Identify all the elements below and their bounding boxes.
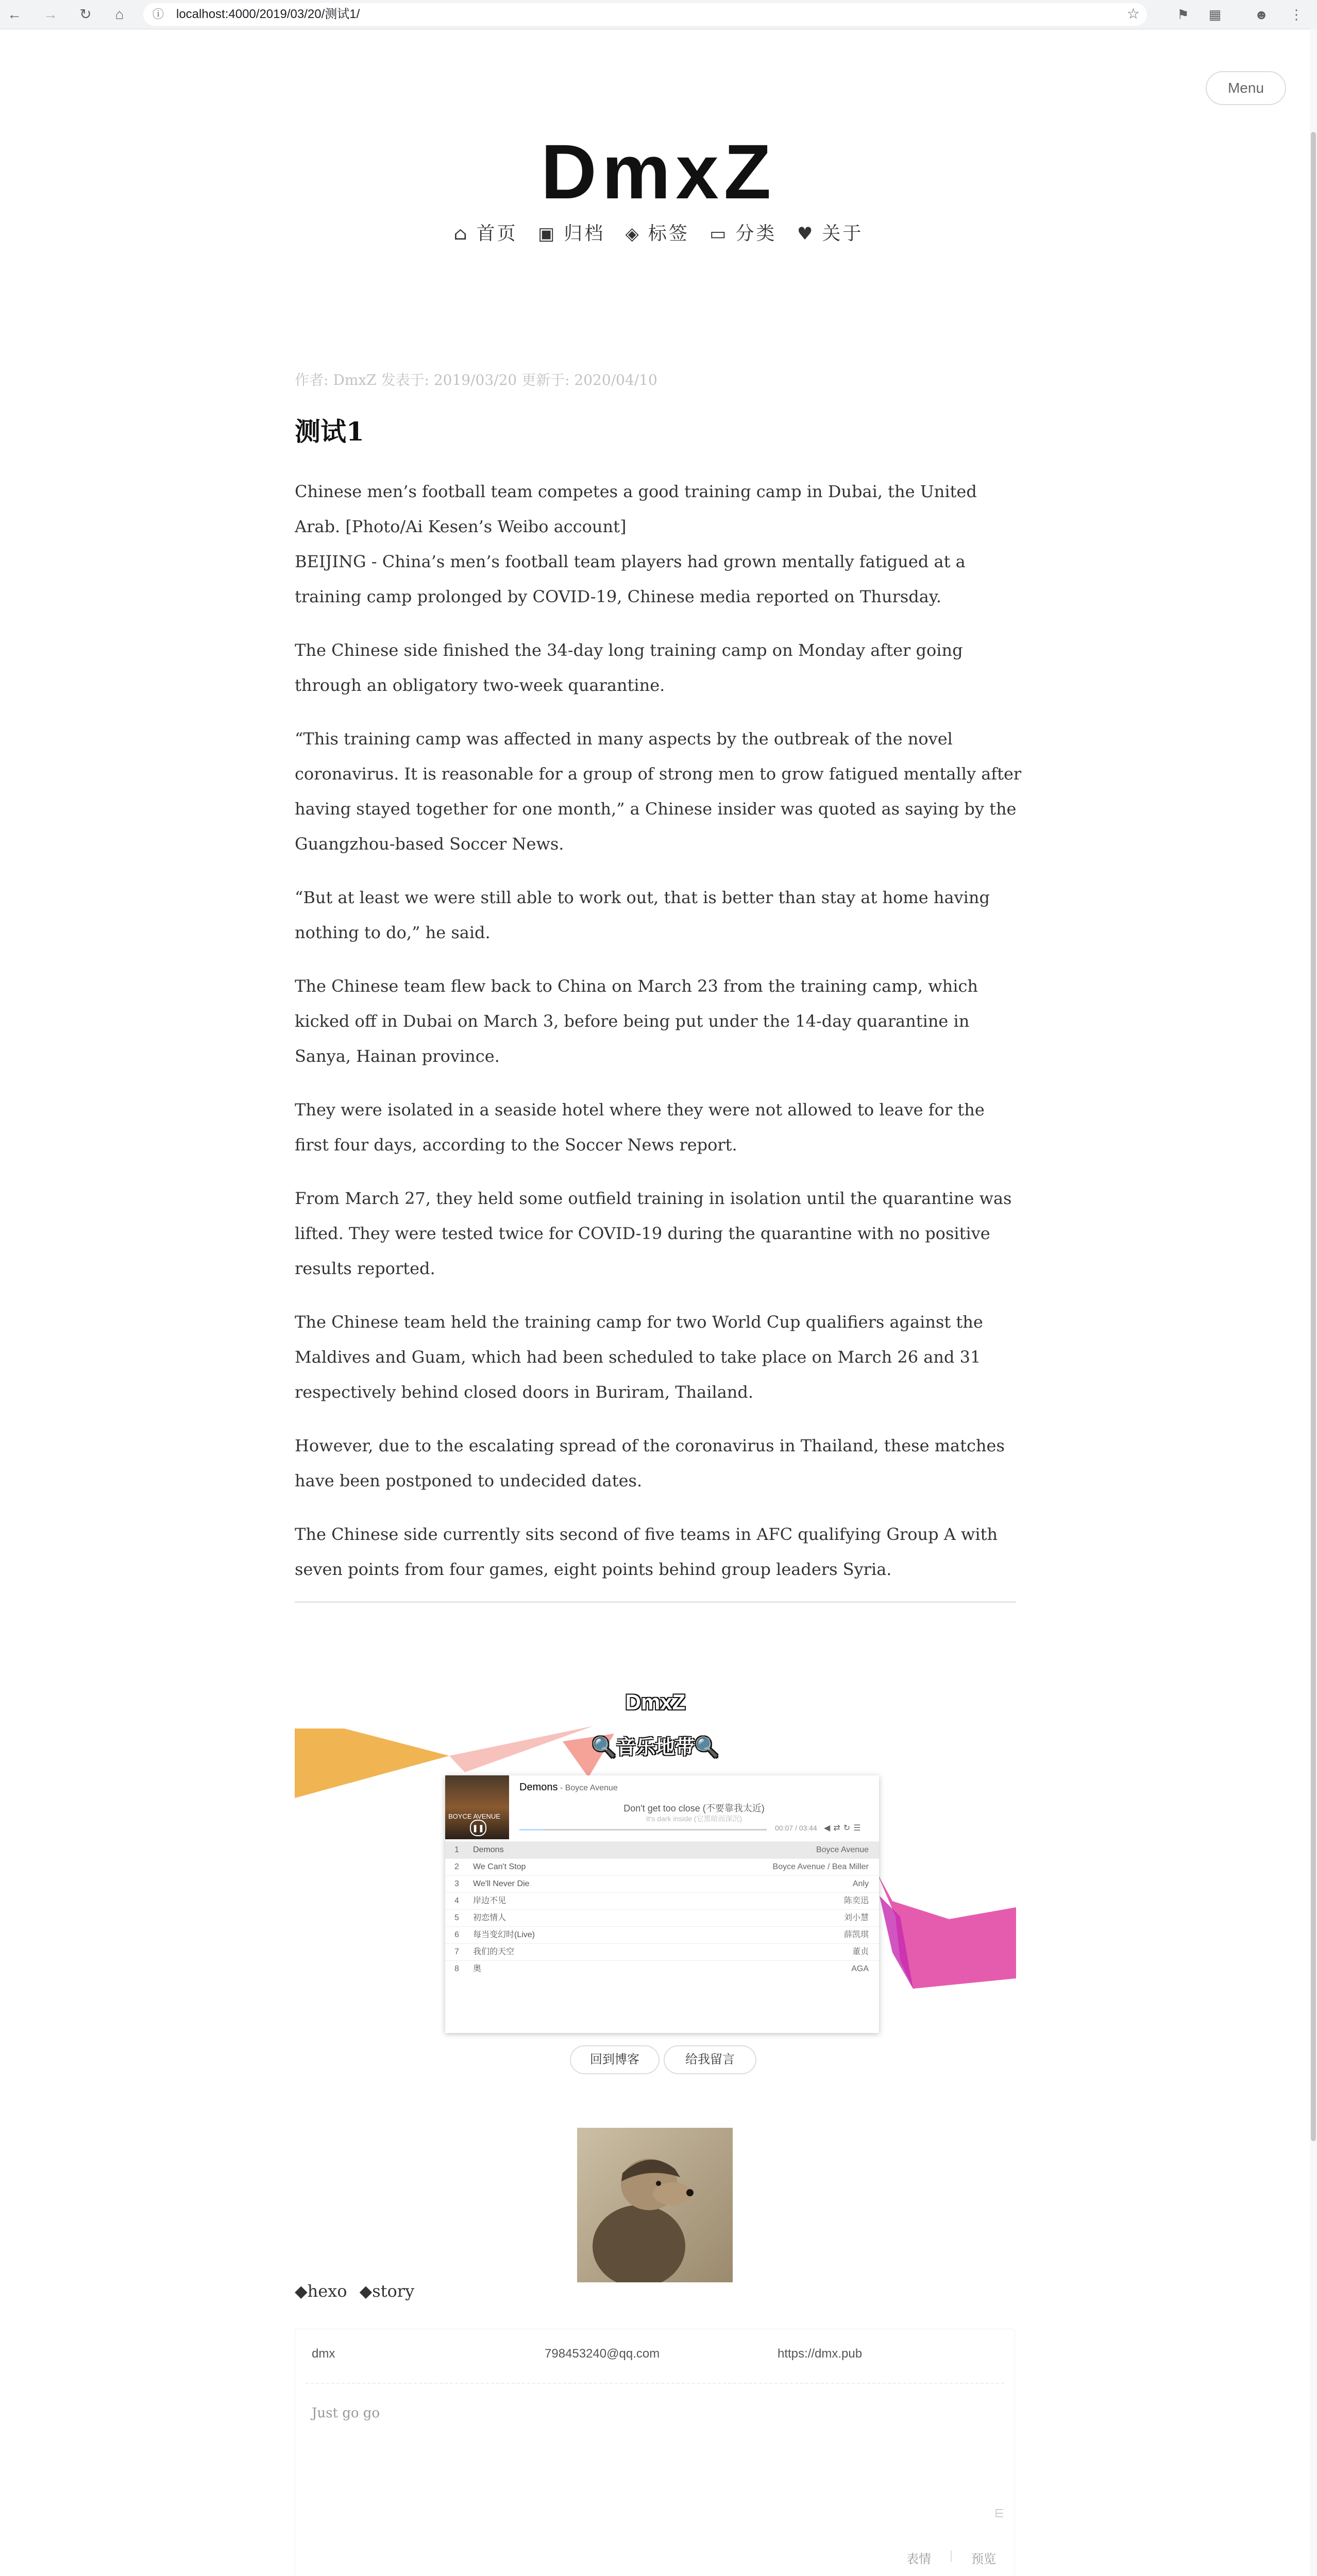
track-index: 8 [454,1964,459,1973]
post-paragraph: The Chinese team flew back to China on March 23 from the training camp, which kicked off in Dubai on March 3, before being put under the 14-day quarantine in Sanya, Hainan province. [295,976,978,1066]
nav-label: 首页 [476,223,518,244]
emoji-button[interactable]: 表情 [906,2552,931,2566]
track-index: 5 [454,1913,459,1922]
arrow-right-icon[interactable]: → [43,6,58,22]
profile-icon[interactable]: ☻ [1254,7,1269,22]
heart-icon: ♥ [797,224,815,244]
nav-label: 归档 [564,223,605,244]
post-title: 测试1 [295,416,364,447]
address-bar[interactable] [143,3,1147,26]
track-title: 初恋情人 [473,1913,506,1922]
track-title: 奥 [473,1964,482,1973]
post-paragraph: The Chinese team held the training camp for two World Cup qualifiers against the Maldives and Guam, which had been scheduled to take place on March 26 and 31 respectively behind closed doors in Buriram, Thailand. [295,1312,983,1402]
email-input[interactable]: 798453240@qq.com [545,2347,660,2361]
track-title: 岸边不见 [473,1896,506,1905]
cover-text: BOYCE AVENUE [448,1812,500,1820]
song-name: Demons [519,1782,558,1793]
progress-fill [519,1829,544,1831]
arrow-left-icon[interactable]: ← [7,6,22,22]
preview-button[interactable]: 预览 [971,2552,996,2566]
progress-bar[interactable] [519,1829,767,1831]
playlist-item[interactable] [445,1875,879,1892]
track-index: 3 [454,1879,459,1888]
track-title: Demons [473,1845,504,1854]
post-meta: 作者: DmxZ 发表于: 2019/03/20 更新于: 2020/04/10 [295,371,657,388]
playlist [445,1841,879,1977]
tag-link[interactable] [295,2281,347,2301]
folder-open-icon: ▭ [710,224,729,244]
post-paragraph: Chinese men’s football team competes a good training camp in Dubai, the United Arab. [Photo/Ai Kesen’s Weibo account] BEIJING - China’s men’s football team players had grown mentally fatigued at a training camp prolonged by COVID-19, Chinese media reported on Thursday. [295,482,977,606]
music-player [445,1775,879,2033]
flag-icon[interactable]: ⚑ [1177,7,1189,22]
music-embed-frame [295,1674,1016,2087]
site-nav [0,222,1317,246]
track-index: 7 [454,1947,459,1956]
post-divider [295,1601,1016,1603]
browser-toolbar [0,0,1317,29]
leave-message-button[interactable]: 给我留言 [664,2045,756,2074]
song-title [519,1782,618,1793]
post-paragraph: The Chinese side currently sits second of five teams in AFC qualifying Group A with seven points from four games, eight points behind group leaders Syria. [295,1524,998,1579]
post-tags [295,2281,421,2301]
track-title: 我们的天空 [473,1947,515,1956]
nav-item-archive[interactable] [538,223,613,244]
playlist-item[interactable] [445,1858,879,1875]
field-separator [306,2383,1004,2384]
nav-item-home[interactable] [454,223,526,244]
playlist-item[interactable] [445,1943,879,1960]
post-paragraph: They were isolated in a seaside hotel where they were not allowed to leave for the first four days, according to the Soccer News report. [295,1100,985,1155]
tag-link[interactable] [360,2281,415,2301]
nav-item-tags[interactable] [626,223,698,244]
post-paragraph: However, due to the escalating spread of the coronavirus in Thailand, these matches have been postponed to undecided dates. [295,1436,1005,1490]
bookmark-star-icon[interactable]: ☆ [1126,6,1140,22]
frame-subtitle: 🔍音乐地带🔍 [592,1737,719,1758]
track-author: 刘小慧 [843,1913,869,1922]
track-author: 陈奕迅 [843,1896,869,1905]
play-icon[interactable]: ❚❚ [470,1820,486,1836]
menu-icon[interactable]: ☰ [853,1824,864,1833]
playlist-item[interactable] [445,1926,879,1943]
track-author: Boyce Avenue / Bea Miller [772,1862,869,1871]
dog-photo [577,2128,733,2282]
tag-label: hexo [307,2281,347,2301]
archive-icon: ▣ [538,224,557,244]
play-time: 00:07 / 03:44 [775,1824,817,1832]
track-author: Anly [852,1879,869,1888]
frame-title: DmxZ [625,1690,686,1714]
track-index: 2 [454,1862,459,1871]
nav-label: 关于 [822,223,864,244]
order-icon[interactable]: ⇄ [833,1824,843,1833]
post-paragraph: “But at least we were still able to work out, that is better than stay at home having nothing to do,” he said. [295,888,990,942]
comment-form [295,2329,1015,2576]
track-title: 每当变幻时(Live) [473,1930,535,1939]
extension-icon[interactable]: ▦ [1208,7,1222,22]
home-icon[interactable]: ⌂ [115,6,124,22]
scrollbar-thumb[interactable] [1311,132,1316,2141]
playlist-item[interactable] [445,1841,879,1858]
back-to-blog-button[interactable]: 回到博客 [570,2045,660,2074]
track-title: We Can't Stop [473,1862,526,1871]
post-paragraph: From March 27, they held some outfield training in isolation until the quarantine was lifted. They were tested twice for COVID-19 during the quarantine with no positive results reported. [295,1189,1012,1278]
track-index: 6 [454,1930,459,1939]
playlist-item[interactable] [445,1909,879,1926]
post-paragraph: “This training camp was affected in many aspects by the outbreak of the novel coronavirus. It is reasonable for a group of strong men to grow fatigued mentally after having stayed together for one month,” a Chinese insider was quoted as saying by the Guangzhou-based Soccer News. [295,729,1022,854]
nick-input[interactable]: dmx [312,2347,335,2361]
volume-icon[interactable]: ◀ [824,1824,834,1833]
player-controls[interactable] [824,1823,864,1833]
tag-icon: ◆ [295,2281,308,2301]
resize-handle-icon[interactable]: ⋿ [994,2507,1004,2520]
song-artist: - Boyce Avenue [558,1784,618,1792]
tag-icon: ◆ [359,2281,373,2301]
lyric-next: It's dark inside (它黑暗而深沉) [646,1815,742,1823]
info-icon[interactable]: ⓘ [152,8,164,21]
playlist-item[interactable] [445,1960,879,1977]
post-body [295,474,1022,1605]
address-url[interactable]: localhost:4000/2019/03/20/测试1/ [176,7,360,21]
tag-label: story [372,2281,415,2301]
nav-item-categories[interactable] [710,223,785,244]
tags-icon: ◈ [625,224,641,244]
menu-button[interactable]: Menu [1206,71,1286,105]
reload-icon[interactable]: ↻ [79,6,92,22]
comment-textarea[interactable]: Just go go [312,2405,380,2421]
album-cover[interactable] [445,1775,509,1839]
nav-label: 分类 [735,223,777,244]
track-author: 董贞 [852,1947,869,1956]
track-author: 薛凯琪 [843,1930,869,1939]
home-icon: ⌂ [453,224,469,244]
nav-label: 标签 [648,223,689,244]
track-index: 4 [454,1896,459,1905]
nav-item-about[interactable] [797,223,864,244]
loop-icon[interactable]: ↻ [843,1824,854,1833]
track-author: Boyce Avenue [816,1845,869,1854]
post-paragraph: The Chinese side finished the 34-day long training camp on Monday after going through an obligatory two-week quarantine. [295,640,963,695]
more-menu-icon[interactable]: ⋮ [1290,7,1303,22]
playlist-item[interactable] [445,1892,879,1909]
lyric-current: Don't get too close (不要靠我太近) [623,1803,765,1814]
track-author: AGA [851,1964,869,1973]
site-title[interactable]: DmxZ [541,128,776,215]
website-input[interactable]: https://dmx.pub [778,2347,863,2361]
track-title: We'll Never Die [473,1879,530,1888]
toolbar-separator: | [950,2549,953,2563]
track-index: 1 [454,1845,459,1854]
page-scrollbar[interactable] [1310,29,1317,2576]
